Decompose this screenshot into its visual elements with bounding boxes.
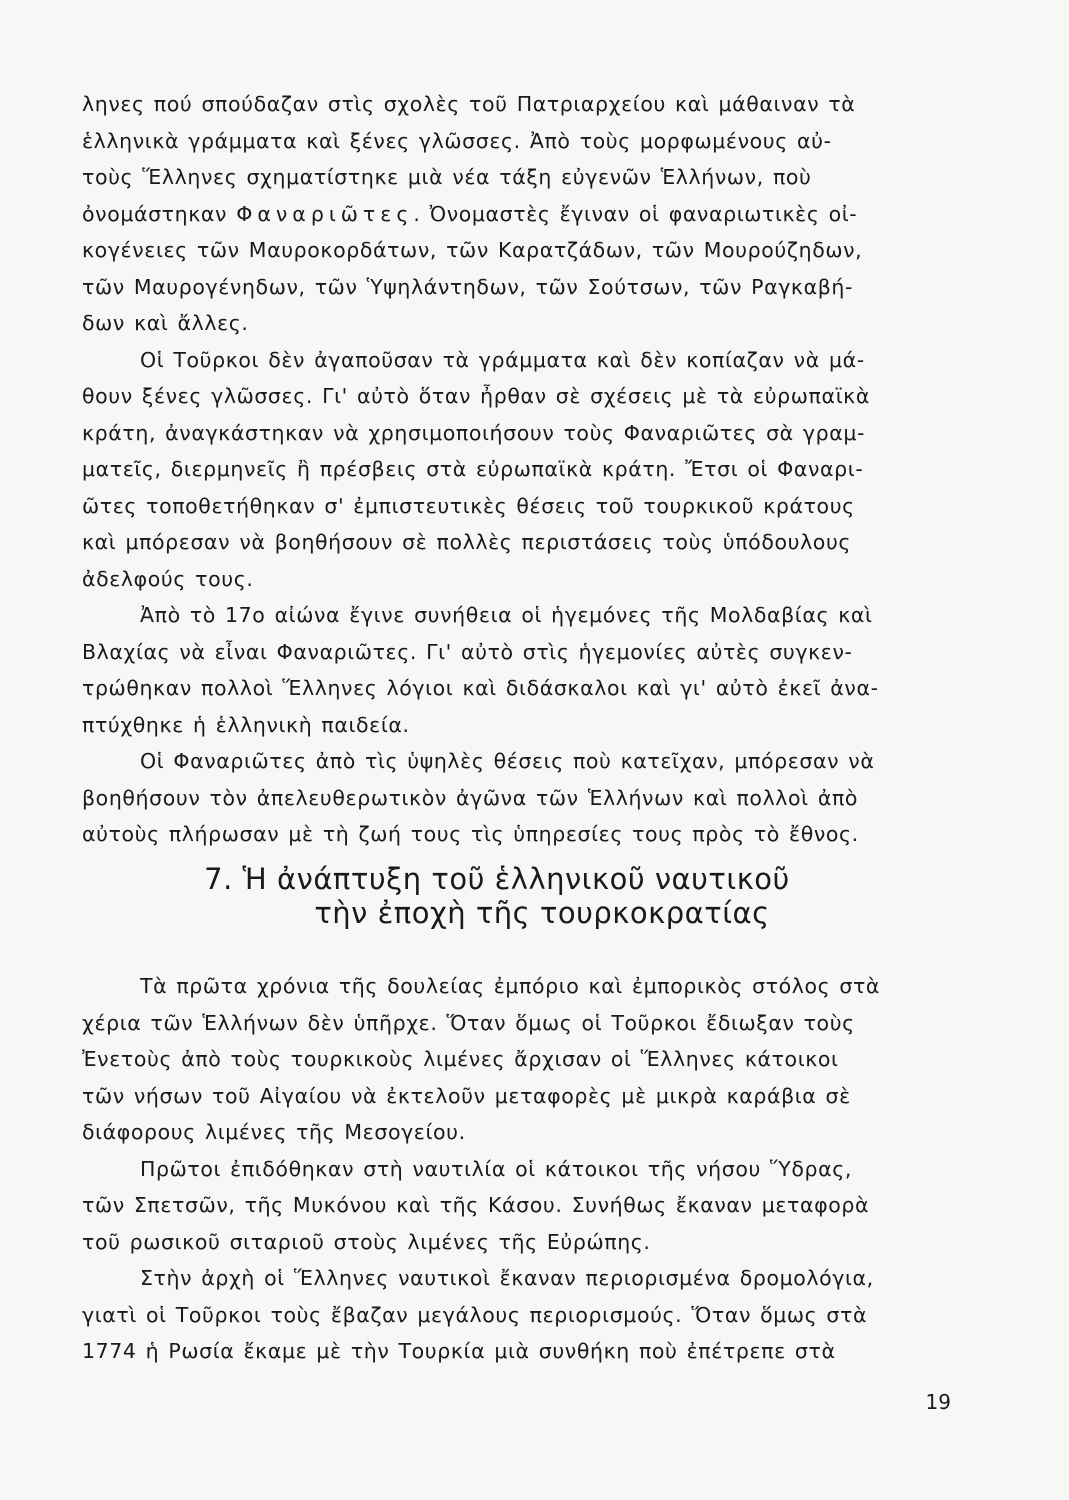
text-line: Οἱ Φαναριῶτες ἀπὸ τὶς ὑψηλὲς θέσεις ποὺ κατεῖχαν, μπόρεσαν νὰ	[140, 749, 875, 773]
text-line: ληνες πού σπούδαζαν στὶς σχολὲς τοῦ Πατριαρχείου καὶ μάθαιναν τὰ	[82, 92, 856, 116]
text-line: διάφορους λιμένες τῆς Μεσογείου.	[82, 1120, 466, 1144]
text-line: τῶν νήσων τοῦ Αἰγαίου νὰ ἐκτελοῦν μεταφορὲς μὲ μικρὰ καράβια σὲ	[82, 1083, 851, 1108]
section-fanariotes-text	[82, 86, 942, 853]
text-line: ῶτες τοποθετήθηκαν σ' ἐμπιστευτικὲς θέσεις τοῦ τουρκικοῦ κράτους	[82, 493, 855, 518]
text-line: καὶ μπόρεσαν νὰ βοηθήσουν σὲ πολλὲς περιστάσεις τοὺς ὑπόδουλους	[82, 530, 852, 554]
text-line: τῶν Σπετσῶν, τῆς Μυκόνου καὶ τῆς Κάσου. Συνήθως ἔκαναν μεταφορὰ	[82, 1193, 870, 1217]
text-line: Στὴν ἀρχὴ οἱ Ἕλληνες ναυτικοὶ ἔκαναν περιορισμένα δρομολόγια,	[140, 1266, 874, 1290]
text-line: δων καὶ ἄλλες.	[82, 311, 249, 335]
text-line: Βλαχίας νὰ εἶναι Φαναριῶτες. Γι' αὐτὸ στὶς ἡγεμονίες αὐτὲς συγκεν-	[82, 639, 853, 664]
text-fragment: ὀνομάστηκαν	[82, 201, 228, 226]
text-line: πτύχθηκε ἡ ἑλληνικὴ παιδεία.	[82, 712, 410, 737]
text-line: Ἐνετοὺς ἀπὸ τοὺς τουρκικοὺς λιμένες ἄρχισαν οἱ Ἕλληνες κάτοικοι	[82, 1047, 839, 1071]
section-navy-text	[82, 968, 942, 1370]
text-line: κράτη, ἀναγκάστηκαν νὰ χρησιμοποιήσουν τοὺς Φαναριῶτες σὰ γραμ-	[82, 420, 866, 445]
section-heading	[82, 862, 942, 930]
emphasized-term: Φαναριῶτες	[236, 201, 414, 226]
text-line: τοῦ ρωσικοῦ σιταριοῦ στοὺς λιμένες τῆς Εὐρώπης.	[82, 1229, 651, 1254]
text-line: Πρῶτοι ἐπιδόθηκαν στὴ ναυτιλία οἱ κάτοικοι τῆς νήσου Ὕδρας,	[140, 1156, 853, 1181]
text-line: Τὰ πρῶτα χρόνια τῆς δουλείας ἐμπόριο καὶ ἐμπορικὸς στόλος στὰ	[140, 974, 881, 998]
text-line: ἀδελφούς τους.	[82, 566, 254, 591]
page-number: 19	[925, 1390, 951, 1414]
text-line: κογένειες τῶν Μαυροκορδάτων, τῶν Καρατζάδων, τῶν Μουρούζηδων,	[82, 238, 863, 262]
text-line: τοὺς Ἕλληνες σχηματίστηκε μιὰ νέα τάξη εὐγενῶν Ἑλλήνων, ποὺ	[82, 165, 812, 189]
text-line: βοηθήσουν τὸν ἀπελευθερωτικὸν ἀγῶνα τῶν Ἑλλήνων καὶ πολλοὶ ἀπὸ	[82, 785, 859, 810]
heading-line: 7. Ἡ ἀνάπτυξη τοῦ ἑλληνικοῦ ναυτικοῦ	[204, 862, 790, 896]
text-line: θουν ξένες γλῶσσες. Γι' αὐτὸ ὅταν ἦρθαν σὲ σχέσεις μὲ τὰ εὐρωπαϊκὰ	[82, 384, 870, 408]
text-line: ματεῖς, διερμηνεῖς ἢ πρέσβεις στὰ εὐρωπαϊκὰ κράτη. Ἔτσι οἱ Φαναρι-	[82, 457, 864, 481]
text-fragment: . Ὀνομαστὲς ἔγιναν οἱ φαναριωτικὲς οἰ-	[413, 201, 858, 226]
text-line: τῶν Μαυρογένηδων, τῶν Ὑψηλάντηδων, τῶν Σούτσων, τῶν Ραγκαβή-	[82, 274, 853, 299]
text-line	[82, 196, 942, 233]
heading-line: τὴν ἐποχὴ τῆς τουρκοκρατίας	[314, 896, 770, 930]
text-line: 1774 ἡ Ρωσία ἔκαμε μὲ τὴν Τουρκία μιὰ συνθήκη ποὺ ἐπέτρεπε στὰ	[82, 1339, 836, 1363]
text-line: χέρια τῶν Ἑλλήνων δὲν ὑπῆρχε. Ὅταν ὅμως οἱ Τοῦρκοι ἔδιωξαν τοὺς	[82, 1010, 855, 1035]
text-line: ἑλληνικὰ γράμματα καὶ ξένες γλῶσσες. Ἀπὸ τοὺς μορφωμένους αὐ-	[82, 128, 832, 153]
text-line: Ἀπὸ τὸ 17ο αἰώνα ἔγινε συνήθεια οἱ ἡγεμόνες τῆς Μολδαβίας καὶ	[140, 603, 873, 627]
text-line: Οἱ Τοῦρκοι δὲν ἀγαποῦσαν τὰ γράμματα καὶ δὲν κοπίαζαν νὰ μά-	[140, 347, 865, 372]
text-line: γιατὶ οἱ Τοῦρκοι τοὺς ἔβαζαν μεγάλους περιορισμούς. Ὅταν ὅμως στὰ	[82, 1302, 868, 1327]
text-line: αὐτοὺς πλήρωσαν μὲ τὴ ζωή τους τὶς ὑπηρεσίες τους πρὸς τὸ ἔθνος.	[82, 822, 859, 846]
text-line: τρώθηκαν πολλοὶ Ἕλληνες λόγιοι καὶ διδάσκαλοι καὶ γι' αὐτὸ ἐκεῖ ἀνα-	[82, 676, 879, 700]
